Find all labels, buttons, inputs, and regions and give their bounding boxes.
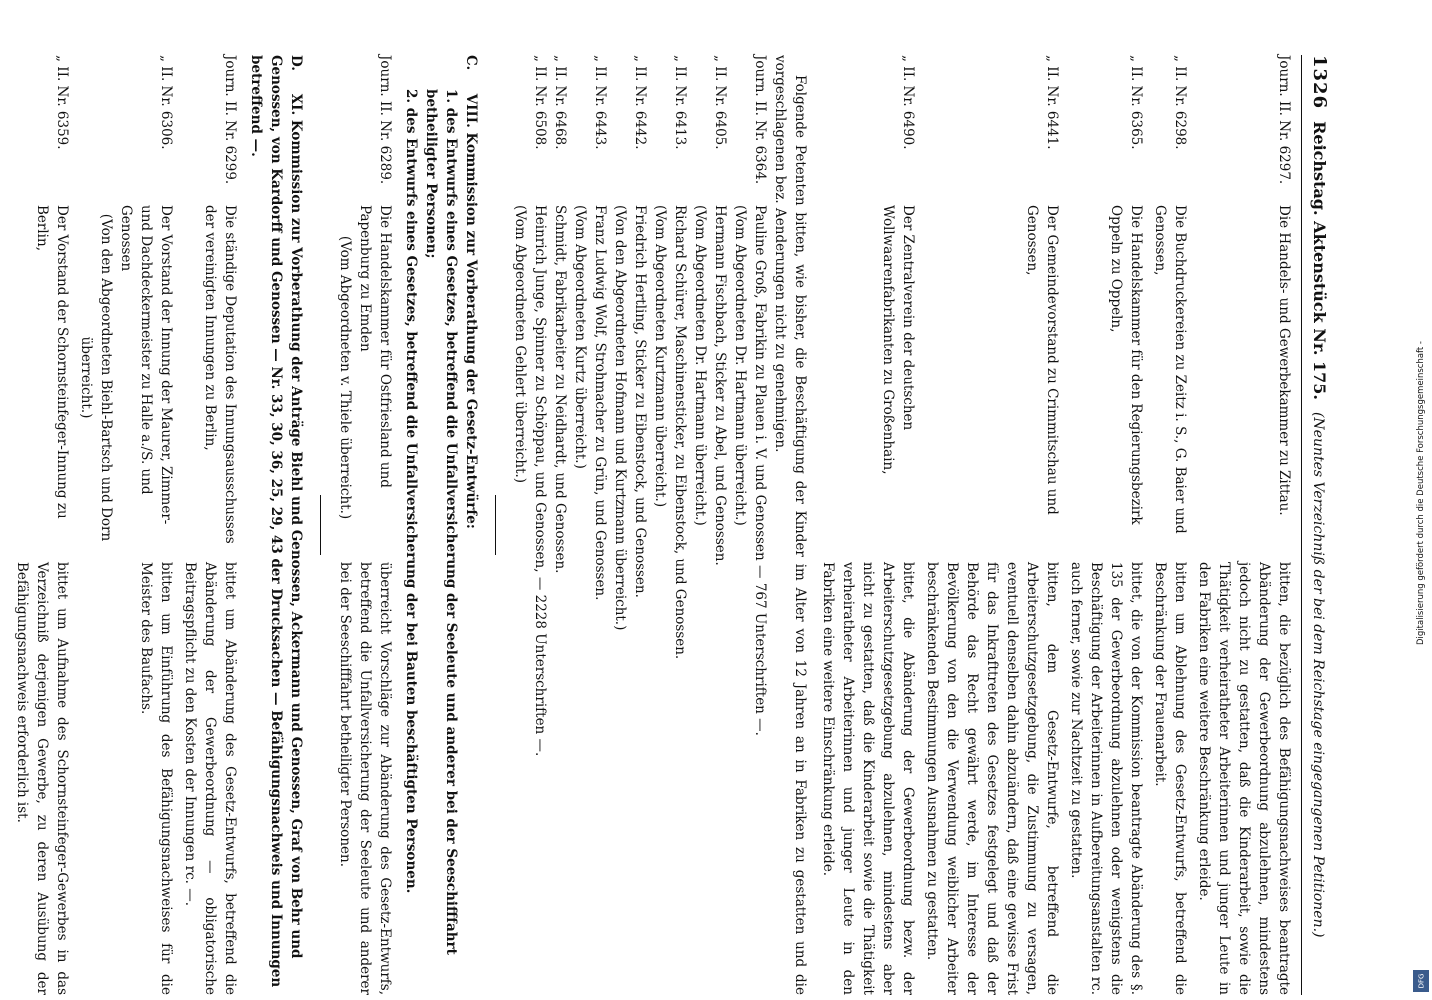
- collective-row: [510, 55, 550, 995]
- request: bitten, dem Gesetz-Entwurfe, betreffend die Arbeiterschutzgesetzgebung, die Zustimmung zu versagen, eventuell denselben dahin abzuändern, daß eine gewisse Frist für das Inkrafttreten des Gesetzes festgelegt und daß der Behörde das Recht gewährt werde, im Interesse der Bevölkerung von den die Verwendung weiblicher Arbeiter beschränkenden Bestimmungen Ausnahmen zu gestatten.: [924, 562, 1060, 995]
- petitioner-name: Franz Ludwig Wolf, Strohmacher zu Grün, und Genossen.: [592, 205, 608, 601]
- section-c-item-2: 2. des Entwurfs eines Gesetzes, betreffend die Unfallversicherung der bei Bauten beschäftigten Personen.: [403, 89, 419, 894]
- section-c-letter: C.: [463, 55, 479, 71]
- petitioner: [32, 205, 72, 562]
- divider: [320, 495, 321, 555]
- petitioner-name: Der Zentralverein der deutschen Wollwaarenfabrikanten zu Großenhain,: [880, 205, 916, 475]
- section-d-letter: D.: [288, 55, 304, 71]
- petitioner-name: Die Buchdruckereien zu Zeitz i. S., G. Baier und Genossen,: [1152, 205, 1188, 534]
- presenter-note: (Von den Abgeordneten Biehl-Bartsch und Dorn überreicht.): [78, 213, 114, 542]
- petitioner: [1274, 205, 1294, 562]
- journal-ref: Journ. II. Nr. 6299.: [222, 55, 238, 185]
- running-subtitle: (Neuntes Verzeichniß der bei dem Reichstage eingegangenen Petitionen.): [1310, 411, 1326, 938]
- digitization-note: Digitalisierung gefördert durch die Deutsche Forschungsgemeinschaft -: [1416, 341, 1426, 645]
- section-c-item-1: 1. des Entwurfs eines Gesetzes, betreffend die Unfallversicherung der Seeleute und anderer bei der Seeschifffahrt betheiligter Personen;: [423, 89, 459, 955]
- request: überreicht Vorschläge zur Abänderung des Gesetz-Entwurfs, betreffend die Unfallversicherung der Seeleute und anderer bei der Seeschifffahrt betheiligter Personen.: [337, 562, 393, 995]
- presenter-note: (Vom Abgeordneten Dr. Hartmann überreicht.): [692, 205, 708, 526]
- presenter-note: (Vom Abgeordneten Dr. Hartmann überreicht.): [732, 205, 748, 526]
- petitioner-name: Schmidt, Fabrikarbeiter zu Neidhardt, und Genossen.: [552, 205, 568, 574]
- section-d-heading: [246, 55, 306, 995]
- collective-row: [690, 55, 730, 995]
- journal-ref: „ II. Nr. 6405.: [712, 55, 728, 150]
- petition-row: [1150, 55, 1190, 995]
- collective-row: [730, 55, 770, 995]
- petitioner-name: Der Vorstand der Schornsteinfeger-Innung zu Berlin,: [34, 205, 70, 519]
- petitioner: [1106, 205, 1146, 562]
- request: bittet um Abänderung des Gesetz-Entwurfs, betreffend die Abänderung der Gewerbeordnung — obligatorische Beitragspflicht zu den Kosten der Innungen rc. —.: [182, 562, 238, 995]
- journal-ref: „ II. Nr. 6468.: [552, 55, 568, 150]
- petition-row: [180, 55, 240, 995]
- petitioner: [335, 205, 395, 562]
- petitioner-name: Der Gemeindevorstand zu Crimmitschau und Genossen,: [1024, 205, 1060, 515]
- petitioner-name: Hermann Fischbach, Sticker zu Abel, und Genossen.: [712, 205, 728, 566]
- petitioner-name: Der Vorstand der Innung der Maurer, Zimmer- und Dachdeckermeister zu Halle a./S. und Genossen: [118, 205, 174, 525]
- petitioner: [878, 205, 918, 562]
- journal-ref: „ II. Nr. 6413.: [672, 55, 688, 150]
- petitioner-name: Die Handelskammer für den Regierungsbezirk Oppeln zu Oppeln,: [1108, 205, 1144, 525]
- petition-row: [818, 55, 918, 995]
- collective-entry: [690, 205, 730, 995]
- journal-ref: Journ. II. Nr. 6364.: [752, 55, 768, 185]
- page-body: [8, 55, 1294, 995]
- petition-row: [1066, 55, 1146, 995]
- collective-row: [650, 55, 690, 995]
- request: bittet um Aufnahme des Schornsteinfeger-Gewerbes in das Verzeichniß derjenigen Gewerbe, zu deren Ausübung der Befähigungsnachweis erforderlich ist.: [14, 562, 70, 995]
- petitioner: [76, 205, 176, 562]
- petitioner: [200, 205, 240, 562]
- collective-row: [570, 55, 610, 995]
- collective-list: [510, 55, 770, 995]
- presenter-note: (Vom Abgeordneten Kurtz überreicht.): [572, 205, 588, 469]
- petitioner-name: Friedrich Hertling, Sticker zu Eibenstock, und Genossen.: [632, 205, 648, 598]
- petitioner-name: Die Handels- und Gewerbekammer zu Zittau.: [1276, 205, 1292, 516]
- page-number: 1326: [1309, 55, 1330, 110]
- petitioner-name: Richard Schürer, Maschinensticker, zu Eibenstock, und Genossen.: [672, 205, 688, 660]
- collective-intro: Folgende Petenten bitten, wie bisher, die Beschäftigung der Kinder im Alter von 12 Jahren an in Fabriken zu gestatten und die vorgeschlagenen bez. Aenderungen nicht zu genehmigen.: [772, 55, 808, 995]
- section-c-heading: [461, 55, 481, 995]
- journal-ref: „ II. Nr. 6442.: [632, 55, 648, 150]
- section-c-numeral: VIII.: [463, 93, 479, 128]
- presenter-note: (Von den Abgeordneten Hofmann und Kurtzmann überreicht.): [612, 205, 628, 631]
- petitioner-name: Die ständige Deputation des Innungsausschusses der vereinigten Innungen zu Berlin,: [202, 205, 238, 544]
- petitioner-name: Heinrich Junge, Spinner zu Schöppau, und Genossen, — 2228 Unterschriften —.: [532, 205, 548, 757]
- collective-entry: [510, 205, 550, 995]
- section-c-entry: [335, 55, 395, 995]
- collective-entry: [610, 205, 650, 995]
- journal-ref: „ II. Nr. 6365.: [1128, 55, 1144, 150]
- journal-ref: „ II. Nr. 6443.: [592, 55, 608, 150]
- page-header: [1301, 55, 1330, 995]
- divider: [495, 495, 496, 555]
- section-d-entries: [12, 55, 240, 995]
- presenter-note: (Vom Abgeordneten Gehlert überreicht.): [512, 205, 528, 484]
- journal-ref: Journ. II. Nr. 6289.: [377, 55, 393, 185]
- request: bitten, die bezüglich des Befähigungsnachweises beantragte Abänderung der Gewerbeordnung abzulehnen, mindestens jedoch nicht zu gestatten, daß die Kinderarbeit, sowie die Thätigkeit verheiratheter Arbeiterinnen und junger Leute in den Fabriken eine weitere Beschränkung erleide.: [1196, 562, 1292, 995]
- collective-row: [550, 55, 570, 995]
- collective-entry: [730, 205, 770, 995]
- dfg-logo-label: DFG: [1417, 973, 1425, 989]
- presenter-note: (Vom Abgeordneten v. Thiele überreicht.): [337, 235, 353, 520]
- journal-ref: Journ. II. Nr. 6297.: [1276, 55, 1292, 185]
- request: bitten um Einführung des Befähigungsnachweises für die Meister des Baufachs.: [138, 562, 174, 995]
- dfg-logo: [1413, 970, 1429, 992]
- petitioner: [1022, 205, 1062, 562]
- journal-ref: „ II. Nr. 6298.: [1172, 55, 1188, 150]
- running-title: Reichstag. Aktenstück Nr. 175.: [1310, 121, 1329, 400]
- journal-ref: „ II. Nr. 6490.: [900, 55, 916, 150]
- petition-row: [76, 55, 176, 995]
- petitioner-name: Pauline Groß, Fabrikin zu Plauen i. V. und Genossen — 767 Unterschriften —.: [752, 205, 768, 736]
- petitioner: [1150, 205, 1190, 562]
- journal-ref: „ II. Nr. 6306.: [158, 55, 174, 150]
- section-c-title: Kommission zur Vorberathung der Gesetz-Entwürfe:: [463, 132, 479, 529]
- petitioner-name: Die Handelskammer für Ostfriesland und Papenburg zu Emden: [357, 205, 393, 488]
- journal-ref: „ II. Nr. 6441.: [1044, 55, 1060, 150]
- petition-row: [12, 55, 72, 995]
- document-page: [10, 55, 1330, 995]
- petition-row: [1194, 55, 1294, 995]
- section-d-numeral: XI.: [288, 93, 304, 116]
- petitions-top: [818, 55, 1294, 995]
- petition-row: [922, 55, 1062, 995]
- collective-entry: [650, 205, 690, 995]
- request: bittet, die Abänderung der Gewerbeordnung bezw. der Arbeiterschutzgesetzgebung abzulehnen, mindestens aber nicht zu gestatten, daß die Kinderarbeit sowie die Thätigkeit verheiratheter Arbeiterinnen und junger Leute in den Fabriken eine weitere Einschränkung erleide.: [820, 562, 916, 995]
- journal-ref: „ II. Nr. 6359.: [54, 55, 70, 150]
- section-d-title: Kommission zur Vorberathung der Anträge Biehl und Genossen, Ackermann und Genossen, Graf von Behr und Genossen, von Kardorff und Genossen — Nr. 33, 30, 36, 25, 29, 43 der Drucksachen — Befähigungsnachweis und Innungen betreffend —.: [248, 55, 304, 988]
- collective-entry: [570, 205, 610, 995]
- collective-row: [610, 55, 650, 995]
- collective-entry: [550, 205, 570, 995]
- presenter-note: (Vom Abgeordneten Kurtzmann überreicht.): [652, 205, 668, 508]
- digitization-footer: [1412, 0, 1430, 1000]
- request: bittet, die von der Kommission beantragte Abänderung des §. 135 der Gewerbeordnung abzulehnen oder wenigstens die Beschäftigung der Arbeiterinnen in Aufbereitungsanstalten rc. auch ferner, sowie zur Nachtzeit zu gestatten.: [1068, 562, 1144, 995]
- request: bitten um Ablehnung des Gesetz-Entwurfs, betreffend die Beschränkung der Frauenarbeit.: [1152, 562, 1188, 995]
- journal-ref: „ II. Nr. 6508.: [532, 55, 548, 150]
